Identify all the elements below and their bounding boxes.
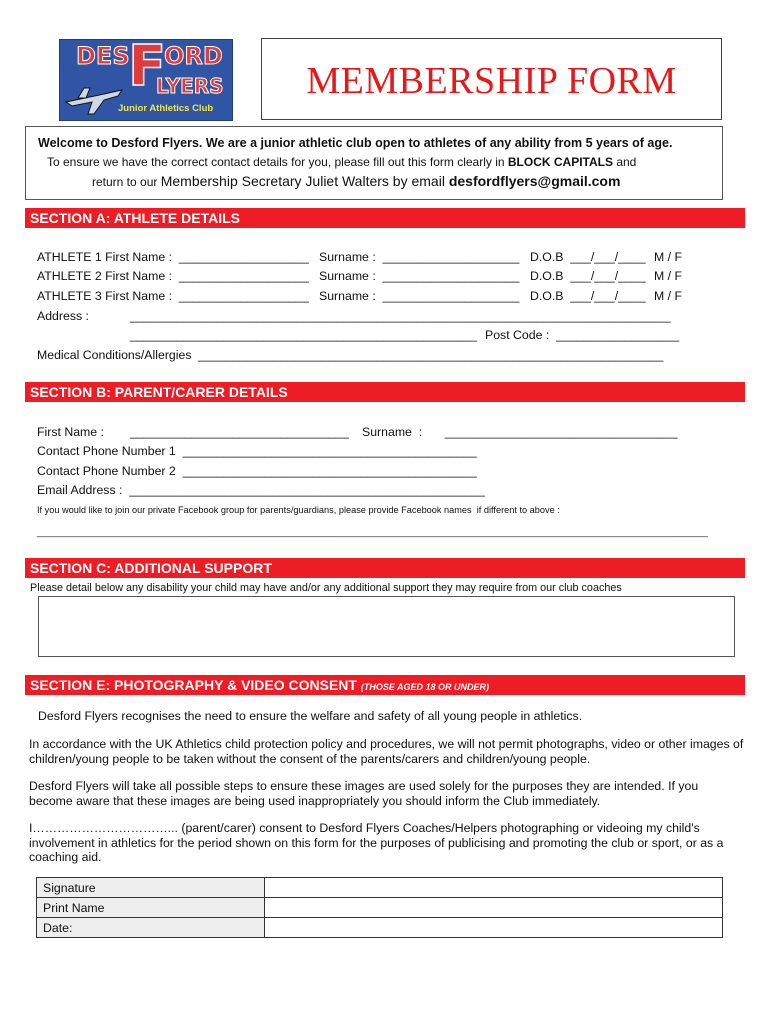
block-capitals: BLOCK CAPITALS [507,155,613,169]
athlete-3-dob[interactable]: D.O.B ___/___/____ [530,289,646,303]
support-prompt: Please detail below any disability your child may have and/or any additional support they may require from our club coaches [30,582,622,594]
consent-paragraph-4: I……………………………... (parent/carer) consent to Desford Flyers Coaches/Helpers photographing or videoing my child's involvement in athletics for the period shown on this form for the purposes of publicising and promoting the club or sport, or as a coaching aid. [29,821,724,864]
athlete-1-sex[interactable]: M / F [654,250,683,264]
plane-icon [64,80,124,118]
athlete-3-surname[interactable]: Surname : ____________________ [319,289,520,303]
address-line-2[interactable]: ____________________________________________________ [130,328,478,342]
logo-text-ord: ORD [164,42,223,70]
section-c-header: SECTION C: ADDITIONAL SUPPORT [25,558,745,578]
athlete-3-first-name[interactable]: ATHLETE 3 First Name : ___________________ [37,289,309,303]
secretary-text: Membership Secretary Juliet Walters by email [160,173,449,189]
athlete-2-surname[interactable]: Surname : ____________________ [319,269,520,283]
section-a-header: SECTION A: ATHLETE DETAILS [25,208,745,228]
section-b-header: SECTION B: PARENT/CARER DETAILS [25,382,745,402]
signature-field[interactable] [265,878,723,898]
parent-first-name-field[interactable]: ________________________________ [130,425,349,439]
welcome-line-2 [47,155,636,169]
table-row [37,878,723,898]
parent-first-name-label: First Name : [37,425,104,439]
section-e-subtitle: (THOSE AGED 18 OR UNDER) [360,682,490,692]
facebook-field[interactable]: ______________________________________________________________________________________________________________________________________ [37,527,708,537]
postcode-field[interactable]: Post Code : __________________ [485,328,680,342]
welcome-text: and [613,155,637,169]
athlete-1-first-name[interactable]: ATHLETE 1 First Name : ___________________ [37,250,309,264]
signature-label: Signature [37,878,265,898]
email-field[interactable]: Email Address : ____________________________________________________ [37,483,485,497]
club-logo [59,39,233,121]
address-line-1[interactable]: _________________________________________________________________________________ [130,309,671,323]
athlete-2-sex[interactable]: M / F [654,269,683,283]
logo-text-f: F [128,39,167,99]
consent-paragraph-3: Desford Flyers will take all possible steps to ensure these images are used solely for the purposes they are intended. If you become aware that these images are being used inappropriately you should inform the Club immediately. [29,779,699,808]
welcome-text: To ensure we have the correct contact details for you, please fill out this form clearly in [47,155,508,169]
consent-paragraph-2: In accordance with the UK Athletics child protection policy and procedures, we will not permit photographs, video or other images of children/young people to be taken without the consent of the parents/carers and children/young people. [29,737,744,766]
page-title: MEMBERSHIP FORM [306,60,677,102]
title-box [261,38,722,120]
welcome-text: return to our [92,175,161,189]
support-text-area[interactable] [38,596,735,657]
contact-phone-2[interactable]: Contact Phone Number 2 ___________________________________________ [37,464,477,478]
section-e-header [25,675,745,695]
signature-table [36,877,723,938]
logo-text-lyers: LYERS [156,74,224,98]
address-label: Address : [37,309,89,323]
welcome-line-1: Welcome to Desford Flyers. We are a junior athletic club open to athletes of any ability from 5 years of age. [38,136,673,150]
logo-text-des: DES [76,42,130,70]
athlete-2-dob[interactable]: D.O.B ___/___/____ [530,269,646,283]
facebook-note: If you would like to join our private Facebook group for parents/guardians, please provide Facebook names if different to above : [37,505,560,515]
athlete-1-dob[interactable]: D.O.B ___/___/____ [530,250,646,264]
parent-surname-label: Surname : [362,425,423,439]
table-row [37,918,723,938]
section-e-title: SECTION E: PHOTOGRAPHY & VIDEO CONSENT [30,677,361,693]
contact-phone-1[interactable]: Contact Phone Number 1 ___________________________________________ [37,444,477,458]
print-name-label: Print Name [37,898,265,918]
welcome-line-3 [92,173,620,189]
print-name-field[interactable] [265,898,723,918]
medical-field[interactable]: Medical Conditions/Allergies ____________________________________________________________________ [37,348,664,362]
athlete-3-sex[interactable]: M / F [654,289,683,303]
athlete-2-first-name[interactable]: ATHLETE 2 First Name : ___________________ [37,269,309,283]
club-email: desfordflyers@gmail.com [448,173,621,189]
table-row [37,898,723,918]
date-field[interactable] [265,918,723,938]
athlete-1-surname[interactable]: Surname : ____________________ [319,250,520,264]
date-label: Date: [37,918,265,938]
logo-tagline: Junior Athletics Club [118,103,214,114]
consent-paragraph-1: Desford Flyers recognises the need to ensure the welfare and safety of all young people in athletics. [38,709,583,723]
parent-surname-field[interactable]: __________________________________ [445,425,678,439]
